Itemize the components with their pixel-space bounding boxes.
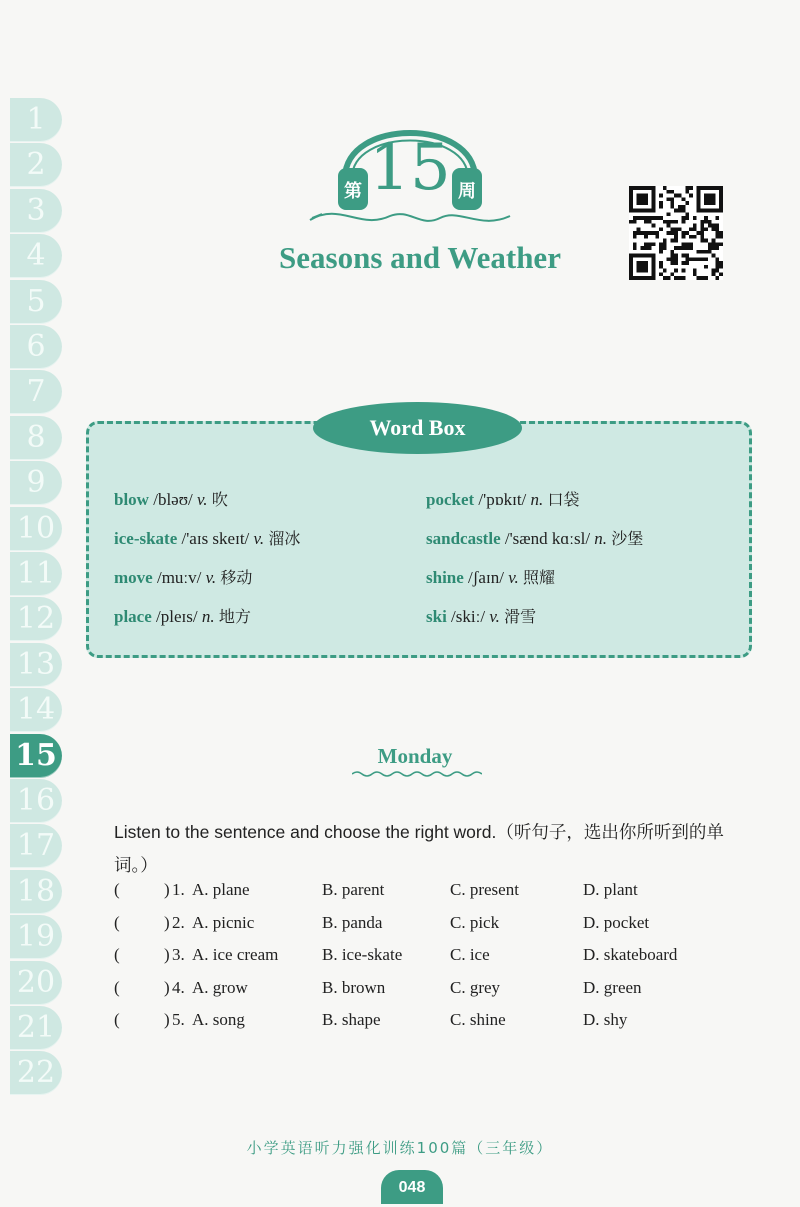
word-word: shine [426, 568, 464, 587]
instruction-text: Listen to the sentence and choose the right word.（听句子，选出你所听到的单词。） [114, 822, 724, 875]
word-word: pocket [426, 490, 475, 509]
answer-blank[interactable]: ) [164, 977, 170, 997]
week-tab-22[interactable]: 22 [10, 1051, 62, 1095]
week-tab-5[interactable]: 5 [10, 280, 62, 324]
question-row [114, 1010, 734, 1040]
word-pos: v. [205, 568, 217, 587]
word-word: ski [426, 607, 447, 626]
word-entry [114, 565, 252, 588]
week-tab-18[interactable]: 18 [10, 870, 62, 914]
option-d: D. skateboard [583, 945, 678, 964]
option-num: 4. [172, 977, 185, 997]
page-title: Seasons and Weather [279, 240, 561, 275]
week-badge-right: 周 [458, 181, 476, 202]
word-word: place [114, 607, 152, 626]
word-entry [426, 565, 555, 588]
option-c: C. ice [450, 945, 490, 964]
option-d: D. pocket [583, 912, 650, 932]
week-badge-number: 15 [369, 131, 451, 205]
word-cn: 地方 [218, 607, 251, 626]
word-ipa: /skiː/ [451, 607, 486, 626]
word-word: blow [114, 490, 149, 509]
option-a: A. ice cream [192, 945, 279, 964]
word-cn: 移动 [220, 568, 253, 587]
question-row [114, 913, 734, 943]
book-title: 小学英语听力强化训练100篇（三年级） [246, 1139, 554, 1157]
word-pos: v. [197, 490, 208, 509]
word-cn: 溜冰 [268, 529, 301, 548]
week-tab-13[interactable]: 13 [10, 643, 62, 687]
word-cn: 口袋 [547, 490, 580, 509]
week-tab-strip [10, 98, 62, 1096]
week-tab-15[interactable]: 15 [10, 734, 62, 778]
week-tab-6[interactable]: 6 [10, 325, 62, 369]
week-tab-1[interactable]: 1 [10, 98, 62, 142]
word-pos: v. [508, 568, 519, 587]
option-c: C. shine [450, 1010, 506, 1029]
word-ipa: /pleɪs/ [156, 607, 198, 626]
answer-blank[interactable]: ) [164, 945, 170, 964]
word-cn: 吹 [211, 490, 228, 509]
option-num: 3. [172, 945, 185, 964]
week-tab-8[interactable]: 8 [10, 416, 62, 460]
word-entry [426, 487, 580, 510]
week-tab-2[interactable]: 2 [10, 143, 62, 187]
page-number: 048 [381, 1170, 443, 1204]
week-tab-7[interactable]: 7 [10, 370, 62, 414]
question-row [114, 945, 734, 975]
week-tab-10[interactable]: 10 [10, 507, 62, 551]
option-b: B. ice-skate [322, 945, 403, 964]
word-entry [114, 487, 228, 510]
word-ipa: /ʃaɪn/ [468, 568, 504, 587]
answer-blank[interactable]: ) [164, 880, 170, 899]
answer-blank[interactable]: ( [114, 912, 120, 932]
word-cn: 沙堡 [611, 529, 644, 548]
word-entry [114, 604, 251, 627]
week-tab-20[interactable]: 20 [10, 961, 62, 1005]
option-c: C. grey [450, 977, 501, 997]
word-word: ice-skate [114, 529, 178, 548]
word-ipa: /'aɪs skeɪt/ [181, 529, 250, 548]
option-b: B. shape [322, 1010, 381, 1029]
word-pos: v. [253, 529, 265, 548]
week-tab-21[interactable]: 21 [10, 1006, 62, 1050]
option-a: A. grow [192, 977, 248, 997]
option-c: C. present [450, 880, 519, 899]
week-tab-12[interactable]: 12 [10, 597, 62, 641]
option-c: C. pick [450, 912, 500, 932]
answer-blank[interactable]: ( [114, 977, 120, 997]
option-b: B. panda [322, 912, 383, 932]
week-tab-16[interactable]: 16 [10, 779, 62, 823]
option-d: D. green [583, 977, 642, 997]
option-a: A. song [192, 1010, 245, 1029]
option-num: 1. [172, 880, 185, 899]
word-entry [426, 526, 643, 549]
wave-underline [352, 770, 482, 778]
question-row [114, 880, 734, 910]
week-tab-19[interactable]: 19 [10, 915, 62, 959]
word-entry [426, 604, 536, 627]
answer-blank[interactable]: ( [114, 880, 120, 899]
option-d: D. shy [583, 1010, 628, 1029]
question-row [114, 978, 734, 1008]
section-day: Monday [377, 744, 453, 768]
option-d: D. plant [583, 880, 638, 899]
answer-blank[interactable]: ( [114, 1010, 120, 1029]
week-badge-left: 第 [344, 181, 362, 202]
week-tab-11[interactable]: 11 [10, 552, 62, 596]
word-ipa: /'sænd kɑːsl/ [504, 529, 591, 548]
answer-blank[interactable]: ) [164, 912, 170, 932]
word-word: move [114, 568, 153, 587]
option-b: B. brown [322, 977, 386, 997]
word-ipa: /bləʊ/ [153, 490, 193, 509]
week-tab-17[interactable]: 17 [10, 824, 62, 868]
option-num: 5. [172, 1010, 185, 1029]
option-a: A. picnic [192, 912, 255, 932]
qr-code-icon[interactable] [629, 186, 723, 280]
week-tab-3[interactable]: 3 [10, 189, 62, 233]
word-pos: n. [201, 607, 215, 626]
word-entry [114, 526, 300, 549]
answer-blank[interactable]: ) [164, 1010, 170, 1029]
word-pos: v. [489, 607, 500, 626]
week-tab-4[interactable]: 4 [10, 234, 62, 278]
word-pos: n. [530, 490, 544, 509]
word-box-title: Word Box [313, 402, 522, 454]
option-a: A. plane [192, 880, 250, 899]
week-tab-9[interactable]: 9 [10, 461, 62, 505]
word-ipa: /'pɒkɪt/ [478, 490, 527, 509]
word-cn: 照耀 [522, 568, 555, 587]
word-cn: 滑雪 [504, 607, 537, 626]
option-num: 2. [172, 912, 185, 932]
word-ipa: /muːv/ [156, 568, 202, 587]
word-pos: n. [594, 529, 608, 548]
option-b: B. parent [322, 880, 385, 899]
answer-blank[interactable]: ( [114, 945, 120, 964]
week-tab-14[interactable]: 14 [10, 688, 62, 732]
word-word: sandcastle [426, 529, 501, 548]
